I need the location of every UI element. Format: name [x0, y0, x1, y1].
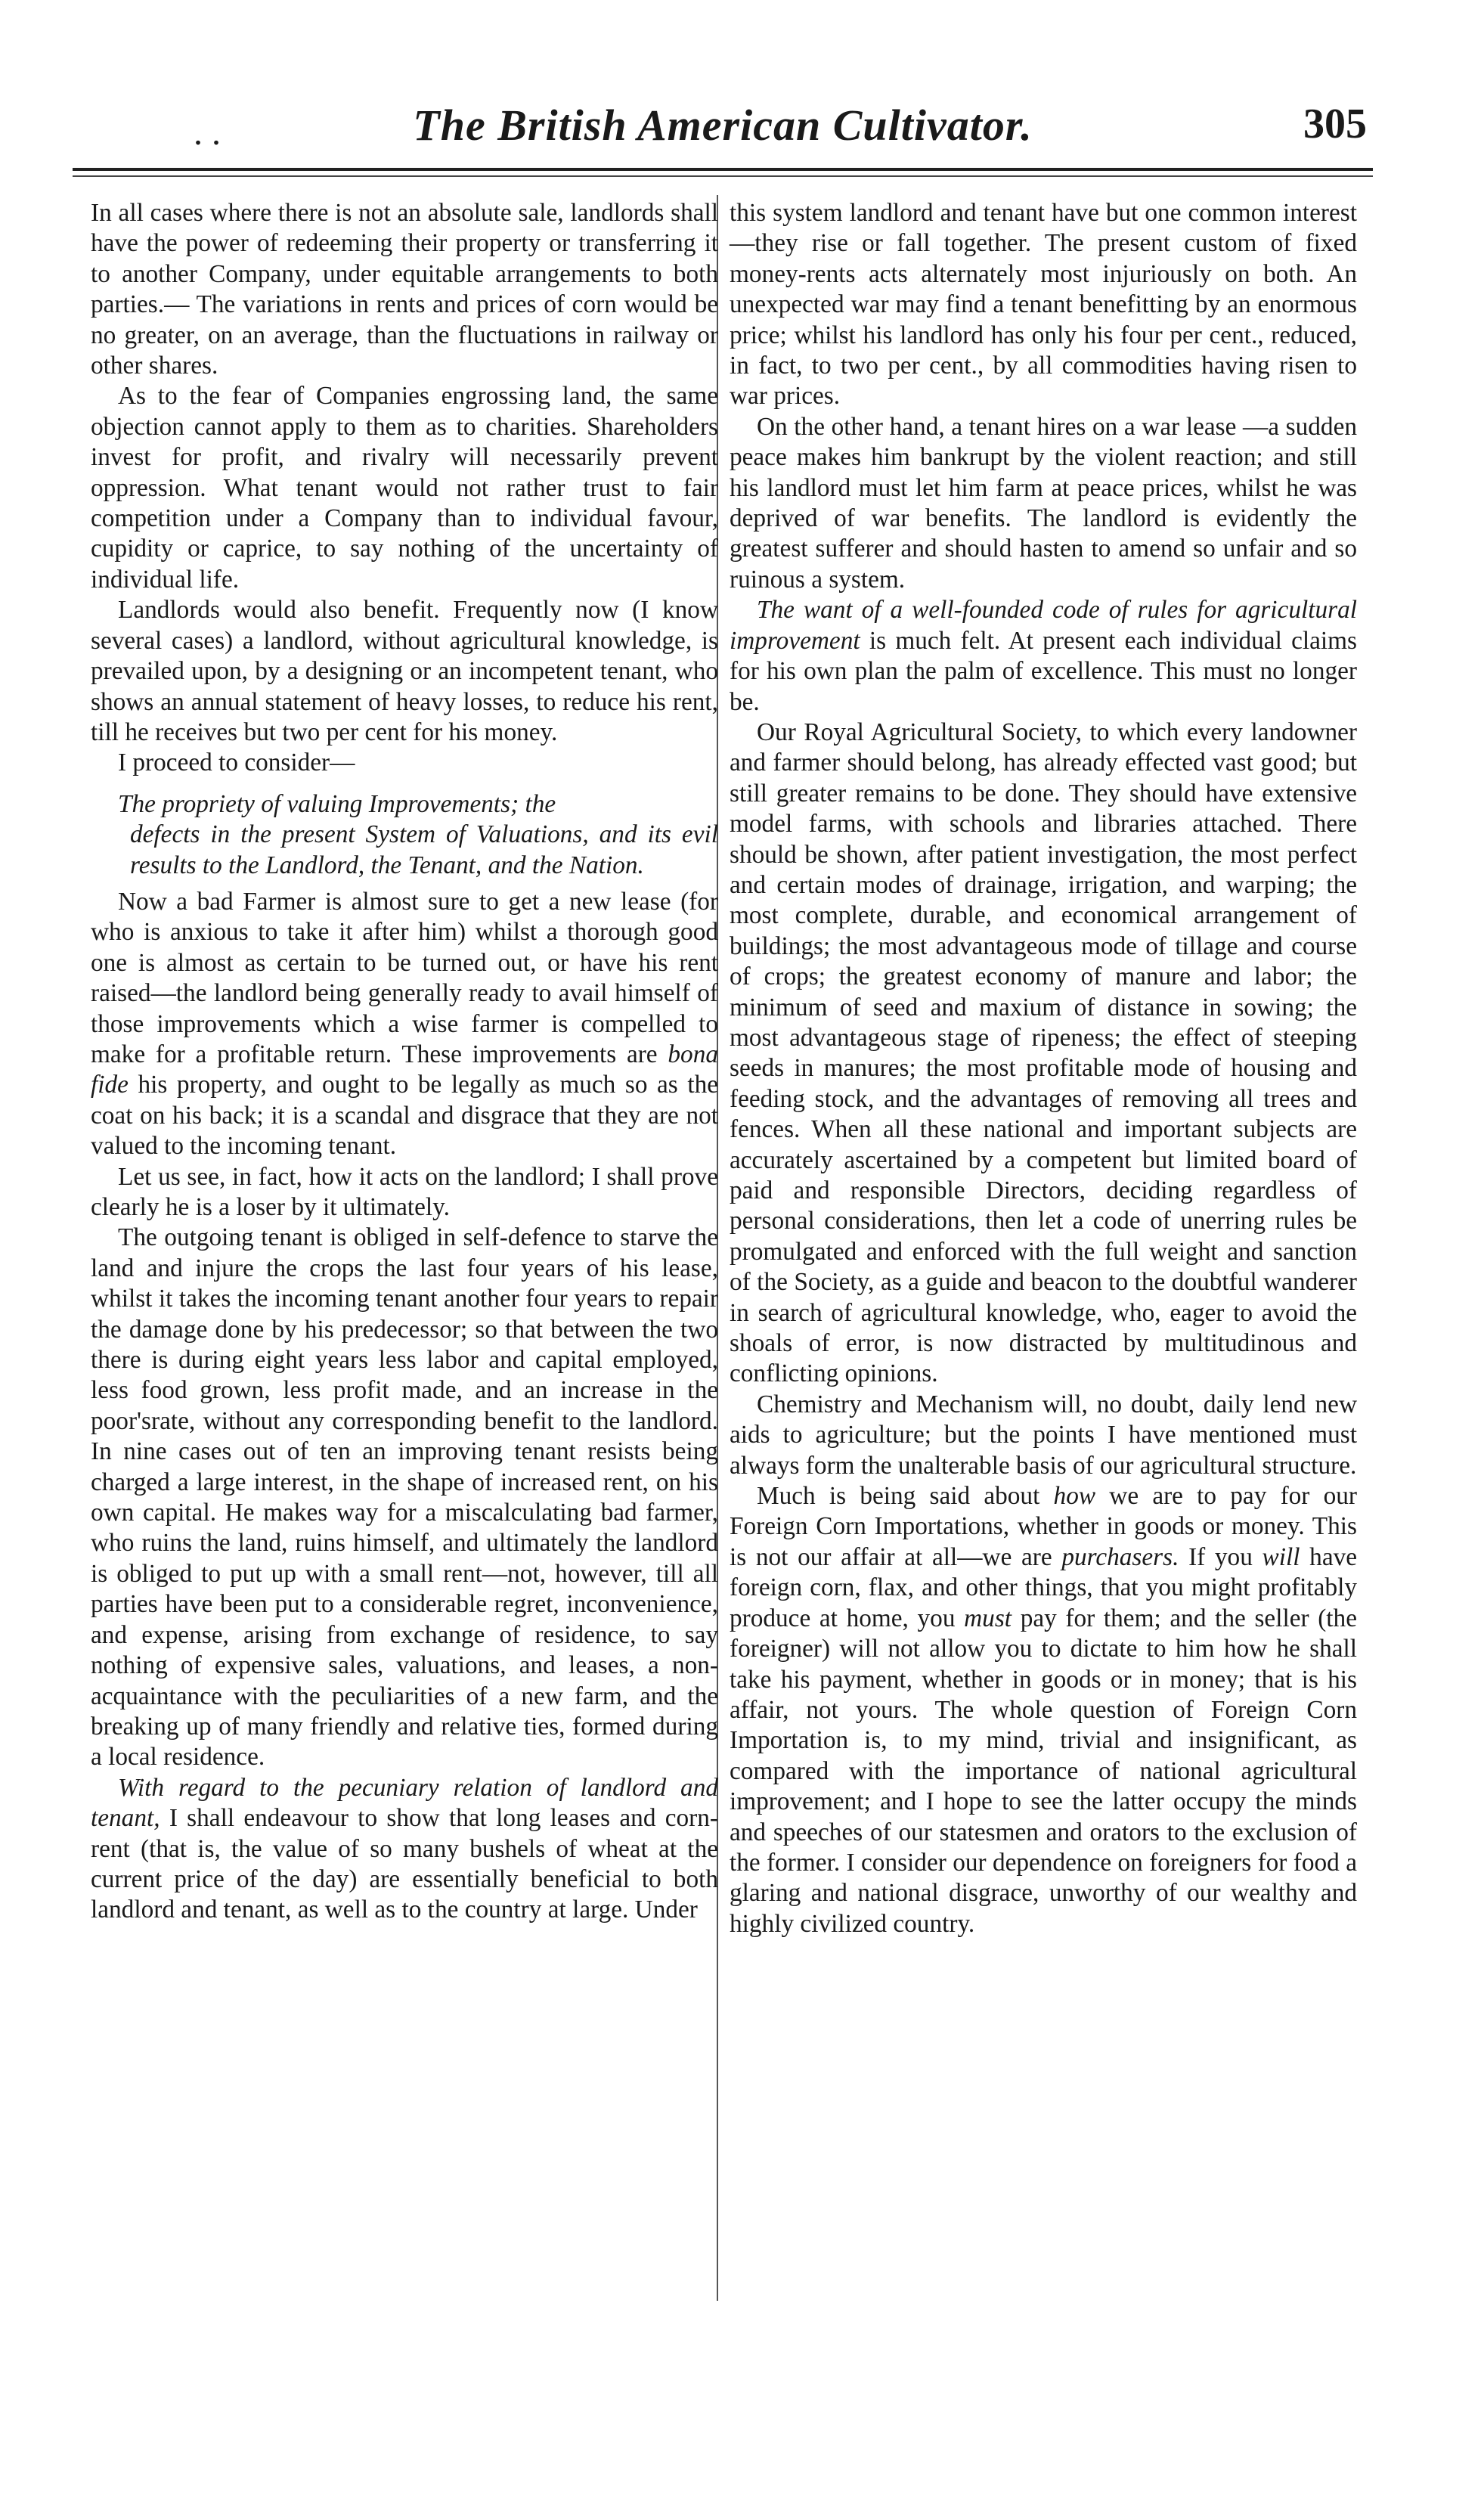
- running-title: The British American Cultivator.: [413, 101, 1033, 150]
- emphasis: bona fide: [91, 1040, 718, 1099]
- paragraph: [91, 887, 718, 1162]
- text-run: his property, and ought to be legally as much so as the coat on his back; it is a scandal and disgrace that they are not valued to the incoming tenant.: [91, 1071, 718, 1161]
- paragraph: Chemistry and Mechanism will, no doubt, daily lend new aids to agriculture; but the points I have mentioned must always form the unalterable basis of our agricultural structure.: [730, 1390, 1357, 1480]
- header-rule-thick: [73, 168, 1373, 171]
- page-number: 305: [1303, 101, 1367, 147]
- right-column: [730, 198, 1357, 1939]
- text-run: pay for them; and the seller (the foreigner) will not allow you to dictate to him how he shall take his payment, whether in goods or in money; that is his affair, not yours. The whole question of Foreign Corn Importation is, to my mind, trivial and insignificant, as compared with the importance of national agricultural improvement; and I hope to see the latter occupy the minds and speeches of our statesmen and orators to the exclusion of the former. I consider our dependence on foreigners for food a glaring and national disgrace, unworthy of our wealthy and highly civilized country.: [730, 1604, 1357, 1938]
- left-column: [91, 198, 718, 1926]
- emphasis: With regard to the pecuniary relation of landlord and tenant,: [91, 1773, 718, 1833]
- emphasis: will: [1262, 1542, 1300, 1571]
- emphasis: must: [964, 1604, 1012, 1632]
- text-run: we are to pay for our Foreign Corn Importations, whether in goods or money. This is not our affair at all—we are: [730, 1482, 1357, 1571]
- paragraph: As to the fear of Companies engrossing land, the same objection cannot apply to them as to charities. Shareholders invest for profit, and rivalry will necessarily prevent oppression. What tenant would not rather trust to fair competition under a Company than to individual favour, cupidity or caprice, to say nothing of the uncertainty of individual life.: [91, 382, 718, 594]
- text-run: is much felt. At present each individual claims for his own plan the palm of excellence. This must no longer be.: [730, 626, 1357, 716]
- paragraph: Landlords would also benefit. Frequently now (I know several cases) a landlord, without agricultural knowledge, is prevailed upon, by a designing or an incompetent tenant, who shows an annual statement of heavy losses, to reduce his rent, till he receives but two per cent for his money.: [91, 596, 718, 746]
- header-rule-thin: [73, 175, 1373, 177]
- paragraph: Let us see, in fact, how it acts on the landlord; I shall prove clearly he is a loser by it ultimately.: [91, 1162, 718, 1221]
- emphasis: purchasers.: [1061, 1542, 1179, 1571]
- text-run: Now a bad Farmer is almost sure to get a new lease (for who is anxious to take it after him) whilst a thorough good one is almost as certain to be turned out, or have his rent raised—the landlord being generally ready to avail himself of those improvements which a wise farmer is compelled to make for a profitable return. These improvements are: [91, 887, 718, 1068]
- paragraph: The outgoing tenant is obliged in self-defence to starve the land and injure the crops the last four years of his lease, whilst it takes the incoming tenant another four years to repair the damage done by his predecessor; so that between the two there is during eight years less labor and capital employed, less food grown, less profit made, and an increase in the poor'srate, without any corresponding benefit to the landlord. In nine cases out of ten an improving tenant resists being charged a large interest, in the shape of increased rent, on his own capital. He makes way for a miscalculating bad farmer, who ruins the land, ruins himself, and ultimately the landlord is obliged to put up with a small rent—not, however, till all parties have been put to a considerable regret, inconvenience, and expense, arising from exchange of residence, to say nothing of expensive sales, valuations, and leases, a non-acquaintance with the peculiarities of a new farm, and the breaking up of many friendly and relative ties, formed during a local residence.: [91, 1223, 718, 1772]
- page-header: [73, 97, 1373, 165]
- text-run: I shall endeavour to show that long leases and corn-rent (that is, the value of so many bushels of wheat at the current price of the day) are essentially beneficial to both landlord and tenant, as well as to the country at large. Under: [91, 1804, 718, 1924]
- emphasis: The want of a well-founded code of rules for agricultural improvement: [730, 596, 1357, 655]
- paragraph: [91, 1773, 718, 1926]
- text-run: have foreign corn, flax, and other things, that you might profitably produce at home, you: [730, 1542, 1358, 1632]
- section-heading: [91, 789, 718, 881]
- section-heading-line1: The propriety of valuing Improvements; the: [118, 789, 556, 818]
- header-ornament: . .: [194, 113, 221, 153]
- paragraph: [730, 595, 1357, 718]
- paragraph: [730, 1481, 1357, 1939]
- paragraph: Our Royal Agricultural Society, to which every landowner and farmer should belong, has already effected vast good; but still greater remains to be done. They should have extensive model farms, with schools and libraries attached. There should be shown, after patient investigation, the most perfect and certain modes of drainage, irrigation, and warping; the most complete, durable, and economical arrangement of buildings; the most advantageous mode of tillage and course of crops; the greatest economy of manure and labor; the minimum of seed and maxium of distance in sowing; the most advantageous stage of ripeness; the effect of steeping seeds in manures; the most profitable mode of housing and feeding stock, and the advantages of removing all trees and fences. When all these national and important subjects are accurately ascertained by a competent but limited board of paid and responsible Directors, deciding regardless of personal considerations, then let a code of unerring rules be promulgated and enforced with the full weight and sanction of the Society, as a guide and beacon to the doubtful wanderer in search of agricultural knowledge, who, eager to avoid the shoals of error, is now distracted by multitudinous and conflicting opinions.: [730, 718, 1357, 1388]
- section-heading-line2: defects in the present System of Valuations, and its evil results to the Landlord, the Tenant, and the Nation.: [130, 820, 718, 879]
- paragraph: On the other hand, a tenant hires on a war lease —a sudden peace makes him bankrupt by the violent reaction; and still his landlord must let him farm at peace prices, whilst he was deprived of war benefits. The landlord is evidently the greatest sufferer and should hasten to amend so unfair and so ruinous a system.: [730, 412, 1357, 594]
- emphasis: how: [1053, 1482, 1096, 1511]
- paragraph: I proceed to consider—: [118, 749, 355, 777]
- paragraph: this system landlord and tenant have but one common interest—they rise or fall together. The present custom of fixed money-rents acts alternately most injuriously on both. An unexpected war may find a tenant benefitting by an enormous price; whilst his landlord has only his four per cent., reduced, in fact, to two per cent., by all commodities having risen to war prices.: [730, 199, 1357, 411]
- text-run: Much is being said about: [757, 1482, 1040, 1511]
- paragraph: In all cases where there is not an absolute sale, landlords shall have the power of redeeming their property or transferring it to another Company, under equitable arrangements to both parties.— The variations in rents and prices of corn would be no greater, on an average, than the fluctuations in railway or other shares.: [91, 199, 718, 380]
- text-run: If you: [1188, 1542, 1253, 1571]
